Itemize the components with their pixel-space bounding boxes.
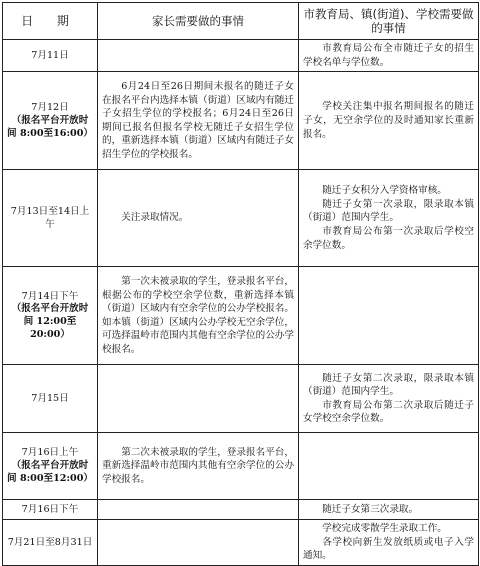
- official-task-cell: [299, 433, 479, 500]
- date-text: 7月16日下午: [21, 503, 79, 515]
- official-task-text: 随迁子女第一次录取，限录取本镇（街道）范围内学生。: [303, 198, 474, 224]
- date-cell: [3, 170, 98, 267]
- table-row: [3, 267, 479, 365]
- date-text: 7月16日上午: [21, 447, 79, 459]
- official-task-cell: [299, 500, 479, 520]
- date-cell: [3, 365, 98, 433]
- official-task-text: 各学校向新生发放纸质或电子入学通知。: [303, 536, 474, 562]
- date-cell: [3, 72, 98, 170]
- table-row: [3, 433, 479, 500]
- official-task-text: 市教育局公布第二次录取后随迁子女学校空余学位数。: [303, 399, 474, 425]
- date-cell: [3, 500, 98, 520]
- platform-hours-note: （报名平台开放时间 8:00至16:00）: [7, 114, 93, 139]
- table-row: [3, 365, 479, 433]
- date-text: 7月12日: [31, 101, 69, 113]
- parent-task-text: 关注录取情况。: [121, 212, 189, 224]
- header-official-tasks: 市教育局、镇(街道)、学校需要做的事情: [299, 3, 479, 40]
- parent-task-cell: [98, 72, 299, 170]
- header-row: [3, 3, 479, 40]
- official-task-text: 随迁子女第三次录取。: [322, 503, 419, 515]
- header-parent-tasks: 家长需要做的事情: [98, 3, 299, 40]
- date-cell: [3, 520, 98, 566]
- official-task-cell: [299, 267, 479, 365]
- table-row: [3, 500, 479, 520]
- table-row: [3, 40, 479, 72]
- official-task-cell: [299, 365, 479, 433]
- official-task-text: 市教育局公布第一次录取后学校空余学位数。: [303, 226, 474, 251]
- parent-task-cell: [98, 433, 299, 500]
- date-text: 7月14日下午: [21, 290, 79, 302]
- parent-task-cell: [98, 365, 299, 433]
- parent-task-cell: [98, 520, 299, 566]
- date-text: 7月21日至8月31日: [7, 536, 93, 548]
- table-row: [3, 72, 479, 170]
- date-cell: [3, 433, 98, 500]
- date-text: 7月15日: [31, 392, 69, 404]
- parent-task-cell: [98, 40, 299, 72]
- platform-hours-note: （报名平台开放时间 8:00至12:00）: [7, 460, 93, 485]
- parent-task-cell: [98, 170, 299, 267]
- parent-task-text: 第一次未被录取的学生，登录报名平台，根据公布的学校空余学位数，重新选择本镇（街道）区域内有空余学位的公办学校报名。如本镇（街道）区域内公办学校无空余学位，可选择温岭市范围内其他有空余学位的公办学校报名。: [102, 275, 294, 355]
- schedule-table: [2, 2, 479, 566]
- parent-task-text: 6月24日至26日期间未报名的随迁子女在报名平台内选择本镇（街道）区域内有随迁子女招生学位的学校报名；6月24日至26日期间已报名但报名学校无随迁子女招生学位的，重新选择本镇（街道）区域内有随迁子女招生学位的学校报名。: [102, 80, 294, 160]
- parent-task-cell: [98, 267, 299, 365]
- date-text: 7月13日至14日上午: [10, 205, 90, 231]
- date-cell: [3, 267, 98, 365]
- platform-hours-note: （报名平台开放时间 12:00至20:00）: [11, 303, 89, 340]
- official-task-text: 学校完成零散学生录取工作。: [322, 523, 447, 535]
- official-task-text: 学校关注集中报名期间报名的随迁子女，无空余学位的及时通知家长重新报名。: [303, 101, 474, 140]
- parent-task-text: 第二次未被录取的学生，登录报名平台，重新选择温岭市范围内其他有空余学位的公办学校报名。: [102, 446, 294, 486]
- header-date: 日 期: [3, 3, 98, 40]
- official-task-cell: [299, 72, 479, 170]
- official-task-cell: [299, 170, 479, 267]
- date-cell: [3, 40, 98, 72]
- table-row: [3, 520, 479, 566]
- official-task-cell: [299, 40, 479, 72]
- date-text: 7月11日: [31, 49, 69, 61]
- official-task-text: 市教育局公布全市随迁子女的招生学校名单与学位数。: [303, 43, 474, 68]
- official-task-cell: [299, 520, 479, 566]
- official-task-text: 随迁子女第二次录取，限录取本镇（街道）范围内学生。: [303, 372, 474, 398]
- parent-task-cell: [98, 500, 299, 520]
- official-task-text: 随迁子女积分入学资格审核。: [322, 185, 447, 197]
- table-row: [3, 170, 479, 267]
